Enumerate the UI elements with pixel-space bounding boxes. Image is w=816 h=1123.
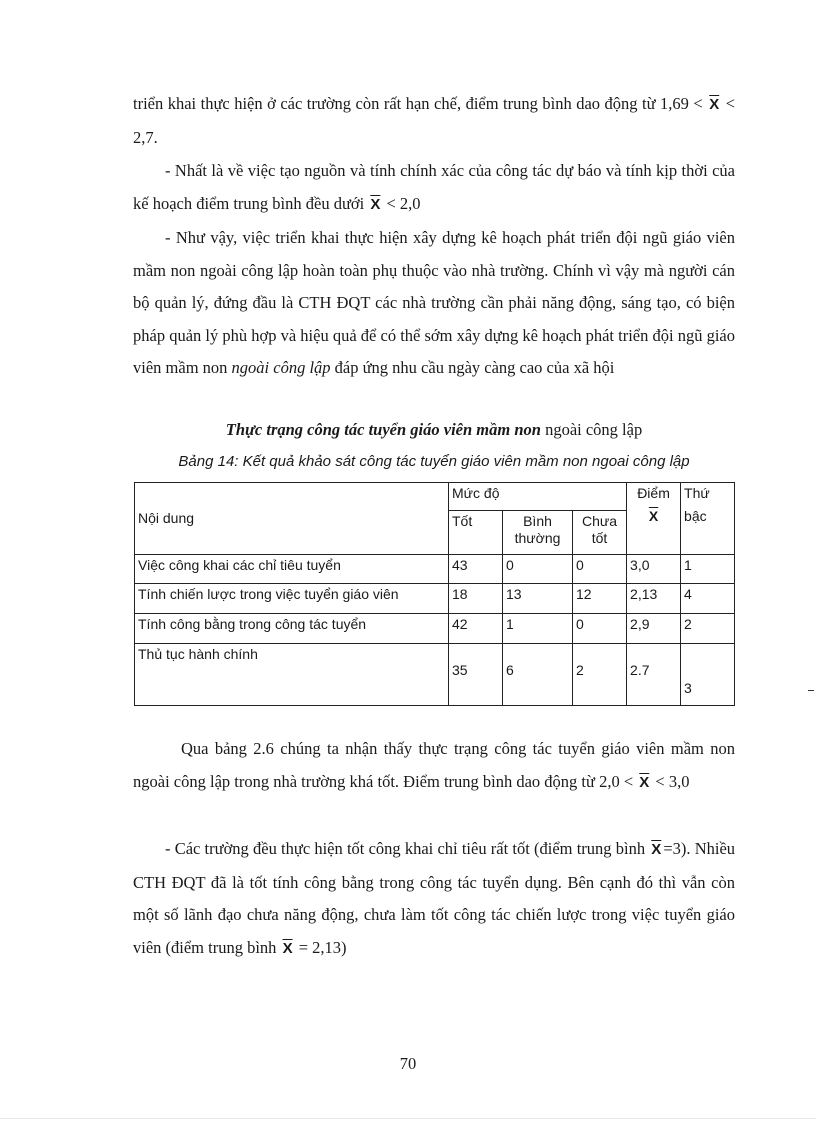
paragraph-4-text: Qua bảng 2.6 chúng ta nhận thấy thực trạng công tác tuyển giáo viên mầm non ngoài công lập trong nhà trường khá tốt. Điểm trung bình dao động từ 2,0 < (133, 739, 735, 791)
paragraph-1 (133, 88, 735, 154)
mean-symbol: $\overline{X}$ (651, 841, 662, 858)
mean-symbol: $\overline{X}$ (282, 939, 293, 957)
row-label: Thủ tục hành chính (135, 644, 449, 706)
cell-notgood: 0 (573, 614, 627, 644)
paragraph-2-text: - Nhất là về việc tạo nguồn và tính chính xác của công tác dự báo và tính kịp thời của kế hoạch điểm trung bình đều dưới (133, 161, 735, 213)
paragraph-3-end: đáp ứng nhu cầu ngày càng cao của xã hội (334, 358, 615, 377)
cell-score: 2,9 (627, 614, 681, 644)
header-good: Tốt (449, 511, 503, 555)
header-level: Mức độ (449, 483, 627, 511)
row-label: Việc công khai các chỉ tiêu tuyển (135, 555, 449, 584)
cell-rank: 4 (681, 584, 735, 614)
mean-symbol: $\overline{X}$ (709, 96, 720, 113)
cell-good: 42 (449, 614, 503, 644)
cell-rank: 2 (681, 614, 735, 644)
cell-score: 2.7 (627, 644, 681, 706)
cell-good: 18 (449, 584, 503, 614)
header-rank-line2: bậc (684, 508, 707, 524)
paragraph-5 (133, 833, 735, 965)
section-heading-normal: ngoài công lập (545, 420, 643, 439)
cell-normal: 1 (503, 614, 573, 644)
survey-table (134, 482, 735, 706)
cell-score: 3,0 (627, 555, 681, 584)
mean-symbol: $\overline{X}$ (639, 773, 650, 791)
header-normal: Bình thường (503, 511, 573, 555)
page-bottom-edge (0, 1118, 816, 1119)
cell-good: 35 (449, 644, 503, 706)
cell-good: 43 (449, 555, 503, 584)
table-row (135, 555, 735, 584)
cell-normal: 13 (503, 584, 573, 614)
table-row (135, 584, 735, 614)
cell-rank: 1 (681, 555, 735, 584)
paragraph-3-text: - Như vậy, việc triển khai thực hiện xây dựng kê hoạch phát triển đội ngũ giáo viên mầm non ngoài công lập hoàn toàn phụ thuộc vào nhà trường. Chính vì vậy mà người cán bộ quản lý, đứng đầu là CTH ĐQT các nhà trường cần phải năng động, sáng tạo, có biện pháp quản lý phù hợp và hiệu quả để có thể sớm xây dựng kê hoạch phát triển đội ngũ giáo viên mầm non (133, 228, 735, 377)
cell-notgood: 12 (573, 584, 627, 614)
mean-symbol: $\overline{X}$ (648, 508, 659, 524)
paragraph-5-middle: =3). Nhiều CTH ĐQT đã là tốt tính công bằng trong công tác tuyển dụng. Bên cạnh đó thì vẫn còn một số lãnh đạo chưa năng động, chưa làm tốt công tác chiến lược trong việc tuyển giáo viên (điểm trung bình (133, 839, 736, 957)
table-caption: Bảng 14: Kết quả khảo sát công tác tuyển giáo viên mầm non ngoai công lập (178, 453, 690, 470)
header-content: Nội dung (135, 483, 449, 555)
header-rank-line1: Thứ (684, 485, 710, 501)
margin-mark (808, 690, 814, 691)
header-notgood: Chưa tốt (573, 511, 627, 555)
row-label: Tính công bằng trong công tác tuyển (135, 614, 449, 644)
section-heading-bold: Thực trạng công tác tuyển giáo viên mầm non (225, 420, 541, 439)
cell-normal: 6 (503, 644, 573, 706)
table-row (135, 614, 735, 644)
cell-rank: 3 (681, 644, 735, 706)
paragraph-2 (133, 155, 735, 221)
mean-symbol: $\overline{X}$ (370, 195, 381, 213)
paragraph-1-text: triển khai thực hiện ở các trường còn rất hạn chế, điểm trung bình dao động từ 1,69 < (133, 94, 703, 113)
paragraph-3 (133, 222, 735, 385)
section-heading (133, 420, 735, 440)
paragraph-4 (133, 733, 735, 799)
paragraph-5-end: = 2,13) (298, 937, 347, 957)
paragraph-1-end: < 2,7. (133, 94, 736, 147)
table-header-row (135, 483, 735, 511)
cell-normal: 0 (503, 555, 573, 584)
cell-notgood: 0 (573, 555, 627, 584)
page-number: 70 (399, 1054, 417, 1073)
header-rank (681, 483, 735, 555)
header-score-label: Điểm (637, 485, 670, 501)
cell-notgood: 2 (573, 644, 627, 706)
paragraph-2-end: < 2,0 (386, 193, 421, 213)
paragraph-5-text: - Các trường đều thực hiện tốt công khai chỉ tiêu rất tốt (điểm trung bình (165, 839, 646, 858)
table-row (135, 644, 735, 706)
cell-score: 2,13 (627, 584, 681, 614)
paragraph-3-italic: ngoài công lập (231, 358, 331, 377)
row-label: Tính chiến lược trong việc tuyển giáo viên (135, 584, 449, 614)
header-score (627, 483, 681, 555)
paragraph-4-end: < 3,0 (655, 771, 690, 791)
